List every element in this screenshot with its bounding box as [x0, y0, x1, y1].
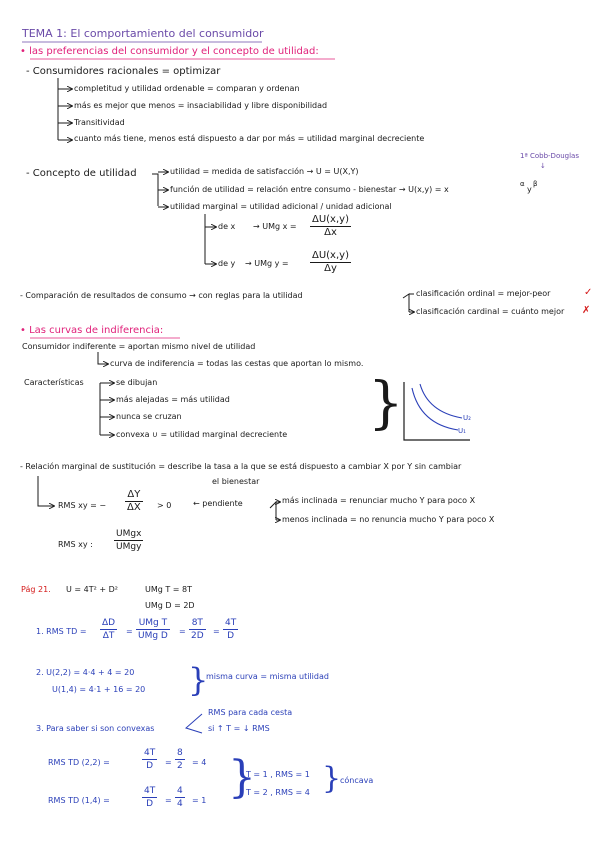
e3a-label: RMS TD (2,2) =	[48, 758, 110, 767]
e2-line-2: U(1,4) = 4·1 + 16 = 20	[52, 685, 146, 694]
e3-result-2: T = 2 , RMS = 4	[246, 788, 310, 797]
umg-x-label: → UMg x =	[253, 222, 297, 231]
e2-brace: }	[188, 661, 209, 699]
e3b-frac-1-num: 4T	[144, 786, 156, 796]
section-heading-preferencias: • las preferencias del consumidor y el concepto de utilidad:	[20, 46, 319, 57]
caracteristicas-label: Características	[24, 378, 84, 387]
caract-item-3: nunca se cruzan	[116, 412, 182, 421]
rms2-denominator: UMgy	[116, 542, 142, 552]
consumidores-racionales: - Consumidores racionales = optimizar	[26, 66, 221, 77]
umg-x-denominator: Δx	[324, 227, 337, 238]
e1-frac-3-num: 8T	[189, 617, 206, 630]
pendiente-label: ← pendiente	[193, 499, 243, 508]
curve-label-u1: U₁	[458, 427, 466, 435]
curve-label-u2: U₂	[463, 414, 471, 422]
e1-frac-2-den: UMg D	[138, 631, 168, 641]
y-var: y	[527, 185, 532, 194]
umg-x-numerator: ΔU(x,y)	[312, 214, 349, 225]
e3-result-1: T = 1 , RMS = 1	[246, 770, 310, 779]
e3a-frac-2-den: 2	[177, 761, 183, 771]
e1-frac-3-den: 2D	[191, 631, 204, 641]
e3b-result: = 1	[192, 796, 207, 805]
pagina-ref: Pág 21.	[21, 585, 51, 594]
caract-item-1: se dibujan	[116, 378, 158, 387]
graph-axes	[404, 382, 470, 440]
section-heading-curvas: • Las curvas de indiferencia:	[20, 325, 164, 336]
e3-note-2: si ↑ T = ↓ RMS	[208, 724, 270, 733]
utility-equation: U = 4T² + D²	[66, 585, 118, 594]
right-brace: }	[368, 371, 404, 436]
e3a-frac-2-num: 8	[177, 748, 183, 758]
de-x-label: de x	[218, 222, 236, 231]
e3a-frac-1-num: 4T	[144, 748, 156, 758]
exponent-beta: β	[533, 180, 538, 188]
e3b-eq: =	[165, 796, 172, 805]
e3-label: 3. Para saber si son convexas	[36, 724, 155, 733]
consumidor-indiferente: Consumidor indiferente = aportan mismo nivel de utilidad	[22, 342, 256, 351]
e1-eq-1: =	[126, 627, 133, 636]
exponent-alpha: α	[520, 180, 525, 188]
curve-u1	[412, 388, 458, 430]
curva-indiferencia-def: curva de indiferencia = todas las cestas que aportan lo mismo.	[110, 359, 364, 368]
de-y-label: de y	[218, 259, 236, 268]
e1-frac-4-den: D	[227, 631, 235, 641]
e3-left-brace: }	[228, 752, 256, 803]
racional-item-2: más es mejor que menos = insaciabilidad y libre disponibilidad	[74, 101, 328, 110]
e2-line-1: 2. U(2,2) = 4·4 + 4 = 20	[36, 668, 135, 677]
page-title: TEMA 1: El comportamiento del consumidor	[22, 27, 264, 40]
e1-frac-1-den: ΔT	[102, 631, 115, 641]
umg-d: UMg D = 2D	[145, 601, 195, 610]
branch-concepto-stem	[152, 174, 158, 206]
racional-item-3: Transitividad	[74, 118, 125, 127]
rms-gt-zero: > 0	[157, 501, 172, 510]
cobb-douglas-arrow: ↓	[540, 162, 546, 170]
concepto-utilidad-label: - Concepto de utilidad	[26, 168, 137, 179]
rms-definition: - Relación marginal de sustitución = describe la tasa a la que se está dispuesto a cambiar X por Y sin cambiar	[20, 462, 462, 471]
comparacion-resultados: - Comparación de resultados de consumo → con reglas para la utilidad	[20, 291, 303, 300]
racional-item-4: cuanto más tiene, menos está dispuesto a dar por más = utilidad marginal decreciente	[74, 134, 425, 143]
e1-label: 1. RMS TD =	[36, 627, 87, 636]
umg-y-numerator: ΔU(x,y)	[312, 250, 349, 261]
umg-y-denominator: Δy	[324, 263, 337, 274]
racional-item-1: completitud y utilidad ordenable = comparan y ordenan	[74, 84, 300, 93]
e3a-frac-1-den: D	[146, 761, 154, 771]
branch-arrow	[38, 476, 54, 506]
concepto-item-2: función de utilidad = relación entre consumo - bienestar → U(x,y) = x	[170, 185, 449, 194]
branch-clasif-stem	[403, 294, 409, 312]
clasificacion-cardinal: clasificación cardinal = cuánto mejor	[416, 307, 565, 316]
e3b-frac-2-num: 4	[177, 786, 183, 796]
indifference-curve-graph	[404, 382, 470, 440]
rms-bienestar: el bienestar	[212, 477, 260, 486]
curve-u2	[420, 384, 462, 418]
e3-note-1: RMS para cada cesta	[208, 708, 293, 717]
e3a-result: = 4	[192, 758, 207, 767]
caract-item-4: convexa ∪ = utilidad marginal decreciente	[116, 430, 288, 439]
concepto-item-1: utilidad = medida de satisfacción → U = U(X,Y)	[170, 167, 359, 176]
e1-frac-4-num: 4T	[225, 618, 237, 628]
e1-frac-2-num: UMg T	[136, 617, 170, 630]
branch-arrow	[98, 352, 108, 364]
cross-mark-icon: ✗	[582, 305, 591, 316]
umg-y-label: → UMg y =	[245, 259, 289, 268]
cobb-douglas-note: 1ª Cobb-Douglas	[520, 152, 579, 160]
e2-note: misma curva = misma utilidad	[206, 672, 329, 681]
e1-eq-3: =	[213, 627, 220, 636]
rms2-numerator: UMgx	[116, 529, 142, 539]
concepto-item-3: utilidad marginal = utilidad adicional / unidad adicional	[170, 202, 392, 211]
branch-pendiente-stem	[270, 502, 276, 520]
e3b-frac-2-den: 4	[177, 799, 183, 809]
concava-label: cóncava	[340, 776, 374, 785]
e3b-frac-1-den: D	[146, 799, 154, 809]
caract-item-2: más alejadas = más utilidad	[116, 395, 230, 404]
e3-right-brace: }	[322, 761, 342, 796]
rms-xy-label: RMS xy = −	[58, 501, 107, 510]
e3b-label: RMS TD (1,4) =	[48, 796, 110, 805]
rms-denominator: ΔX	[127, 502, 141, 513]
umg-t: UMg T = 8T	[145, 585, 193, 594]
e1-eq-2: =	[179, 627, 186, 636]
e1-frac-1-num: ΔD	[102, 618, 116, 628]
e3-chevron	[186, 714, 202, 733]
mas-inclinada: más inclinada = renunciar mucho Y para poco X	[282, 496, 476, 505]
rms-xy2-label: RMS xy :	[58, 540, 93, 549]
e3a-eq: =	[165, 758, 172, 767]
rms-numerator: ΔY	[125, 489, 143, 502]
clasificacion-ordinal: clasificación ordinal = mejor-peor	[416, 289, 551, 298]
check-mark-icon: ✓	[584, 287, 593, 298]
menos-inclinada: menos inclinada = no renuncia mucho Y para poco X	[282, 515, 495, 524]
